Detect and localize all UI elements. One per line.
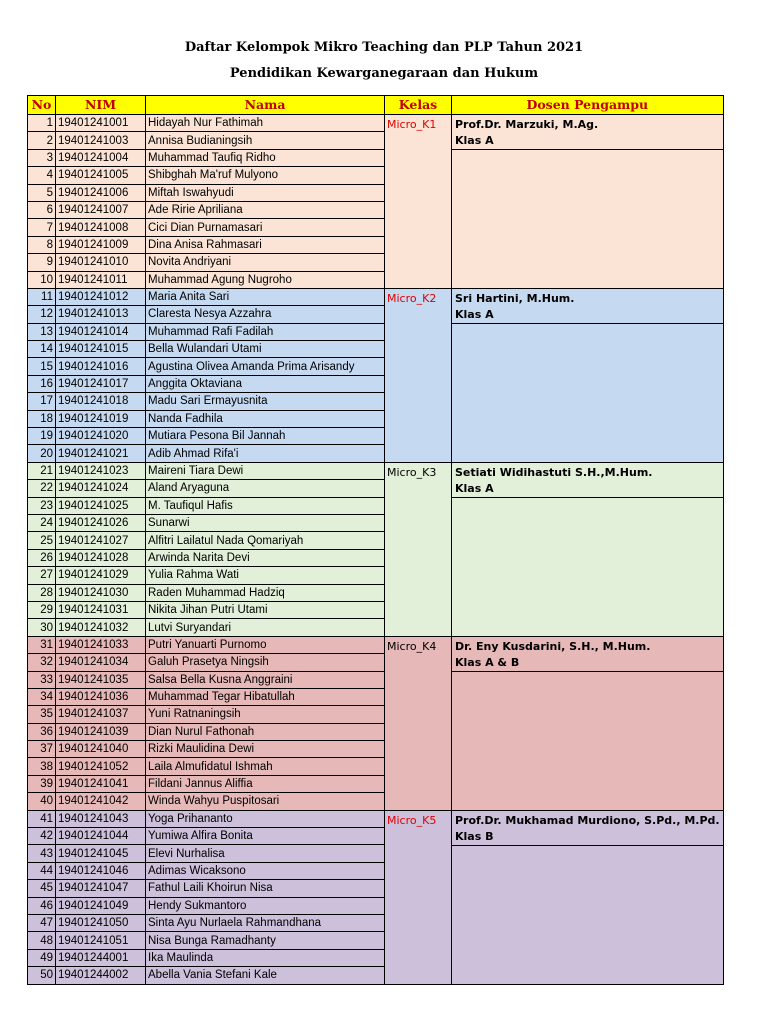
row-number: 15 bbox=[28, 358, 56, 375]
student-nim: 19401241010 bbox=[56, 254, 146, 271]
row-number: 48 bbox=[28, 932, 56, 949]
student-nim: 19401241005 bbox=[56, 167, 146, 184]
student-nim: 19401241013 bbox=[56, 306, 146, 323]
row-number: 8 bbox=[28, 236, 56, 253]
group-lecturer-cell bbox=[452, 115, 724, 289]
student-nim: 19401241021 bbox=[56, 445, 146, 462]
row-number: 16 bbox=[28, 375, 56, 392]
row-number: 50 bbox=[28, 967, 56, 984]
student-nim: 19401241036 bbox=[56, 688, 146, 705]
student-nim: 19401241024 bbox=[56, 480, 146, 497]
row-number: 33 bbox=[28, 671, 56, 688]
table-row bbox=[28, 462, 724, 479]
student-nim: 19401241007 bbox=[56, 201, 146, 218]
student-nim: 19401241003 bbox=[56, 132, 146, 149]
student-name: Yuni Ratnaningsih bbox=[146, 706, 385, 723]
student-name: Anggita Oktaviana bbox=[146, 375, 385, 392]
student-name: Hendy Sukmantoro bbox=[146, 897, 385, 914]
student-nim: 19401241029 bbox=[56, 567, 146, 584]
student-nim: 19401241004 bbox=[56, 149, 146, 166]
column-header-nim: NIM bbox=[56, 96, 146, 115]
student-nim: 19401241041 bbox=[56, 775, 146, 792]
student-name: Raden Muhammad Hadziq bbox=[146, 584, 385, 601]
student-name: Maireni Tiara Dewi bbox=[146, 462, 385, 479]
row-number: 10 bbox=[28, 271, 56, 288]
student-nim: 19401241025 bbox=[56, 497, 146, 514]
student-nim: 19401241051 bbox=[56, 932, 146, 949]
row-number: 26 bbox=[28, 549, 56, 566]
row-number: 12 bbox=[28, 306, 56, 323]
student-name: Muhammad Tegar Hibatullah bbox=[146, 688, 385, 705]
student-nim: 19401241028 bbox=[56, 549, 146, 566]
student-nim: 19401241019 bbox=[56, 410, 146, 427]
row-number: 5 bbox=[28, 184, 56, 201]
lecturer-name: Prof.Dr. Mukhamad Murdiono, S.Pd., M.Pd. bbox=[455, 813, 720, 827]
student-name: Adib Ahmad Rifa'i bbox=[146, 445, 385, 462]
group-lecturer-cell bbox=[452, 810, 724, 984]
student-nim: 19401241012 bbox=[56, 288, 146, 305]
student-name: Sunarwi bbox=[146, 514, 385, 531]
group-lecturer-cell bbox=[452, 636, 724, 810]
student-nim: 19401241037 bbox=[56, 706, 146, 723]
student-name: Laila Almufidatul Ishmah bbox=[146, 758, 385, 775]
student-group-table bbox=[27, 95, 724, 985]
student-nim: 19401241014 bbox=[56, 323, 146, 340]
student-nim: 19401241052 bbox=[56, 758, 146, 775]
group-class-cell: Micro_K1 bbox=[385, 115, 452, 289]
student-name: Yumiwa Alfira Bonita bbox=[146, 828, 385, 845]
student-name: Nikita Jihan Putri Utami bbox=[146, 601, 385, 618]
student-name: Madu Sari Ermayusnita bbox=[146, 393, 385, 410]
student-name: Mutiara Pesona Bil Jannah bbox=[146, 428, 385, 445]
student-name: Muhammad Rafi Fadilah bbox=[146, 323, 385, 340]
row-number: 4 bbox=[28, 167, 56, 184]
student-nim: 19401241026 bbox=[56, 514, 146, 531]
column-header-kelas: Kelas bbox=[385, 96, 452, 115]
row-number: 41 bbox=[28, 810, 56, 827]
student-nim: 19401241049 bbox=[56, 897, 146, 914]
student-nim: 19401241044 bbox=[56, 828, 146, 845]
row-number: 29 bbox=[28, 601, 56, 618]
student-nim: 19401241008 bbox=[56, 219, 146, 236]
student-name: Adimas Wicaksono bbox=[146, 862, 385, 879]
student-name: Bella Wulandari Utami bbox=[146, 341, 385, 358]
student-name: Lutvi Suryandari bbox=[146, 619, 385, 636]
row-number: 47 bbox=[28, 914, 56, 931]
student-name: Alfitri Lailatul Nada Qomariyah bbox=[146, 532, 385, 549]
column-header-nama: Nama bbox=[146, 96, 385, 115]
student-nim: 19401241020 bbox=[56, 428, 146, 445]
row-number: 7 bbox=[28, 219, 56, 236]
student-nim: 19401241039 bbox=[56, 723, 146, 740]
row-number: 35 bbox=[28, 706, 56, 723]
student-nim: 19401241043 bbox=[56, 810, 146, 827]
document-title: Daftar Kelompok Mikro Teaching dan PLP Tahun 2021 bbox=[184, 40, 584, 55]
table-row bbox=[28, 636, 724, 653]
student-name: Arwinda Narita Devi bbox=[146, 549, 385, 566]
student-name: Nisa Bunga Ramadhanty bbox=[146, 932, 385, 949]
student-nim: 19401241045 bbox=[56, 845, 146, 862]
row-number: 19 bbox=[28, 428, 56, 445]
table-row bbox=[28, 115, 724, 132]
student-name: Muhammad Agung Nugroho bbox=[146, 271, 385, 288]
student-nim: 19401241001 bbox=[56, 115, 146, 132]
row-number: 18 bbox=[28, 410, 56, 427]
student-nim: 19401241030 bbox=[56, 584, 146, 601]
row-number: 46 bbox=[28, 897, 56, 914]
row-number: 43 bbox=[28, 845, 56, 862]
row-number: 30 bbox=[28, 619, 56, 636]
row-number: 42 bbox=[28, 828, 56, 845]
student-nim: 19401241018 bbox=[56, 393, 146, 410]
student-name: Yulia Rahma Wati bbox=[146, 567, 385, 584]
table-header-row bbox=[28, 96, 724, 115]
student-nim: 19401241009 bbox=[56, 236, 146, 253]
student-name: Shibghah Ma'ruf Mulyono bbox=[146, 167, 385, 184]
row-number: 49 bbox=[28, 949, 56, 966]
student-nim: 19401241031 bbox=[56, 601, 146, 618]
row-number: 6 bbox=[28, 201, 56, 218]
student-nim: 19401241034 bbox=[56, 654, 146, 671]
student-name: Dina Anisa Rahmasari bbox=[146, 236, 385, 253]
student-name: Claresta Nesya Azzahra bbox=[146, 306, 385, 323]
row-number: 13 bbox=[28, 323, 56, 340]
row-number: 2 bbox=[28, 132, 56, 149]
row-number: 25 bbox=[28, 532, 56, 549]
row-number: 28 bbox=[28, 584, 56, 601]
table-body bbox=[28, 115, 724, 985]
student-nim: 19401241006 bbox=[56, 184, 146, 201]
group-class-cell: Micro_K3 bbox=[385, 462, 452, 636]
student-nim: 19401241023 bbox=[56, 462, 146, 479]
student-name: Miftah Iswahyudi bbox=[146, 184, 385, 201]
document-subtitle: Pendidikan Kewarganegaraan dan Hukum bbox=[229, 66, 539, 81]
group-class-cell: Micro_K2 bbox=[385, 288, 452, 462]
student-nim: 19401241016 bbox=[56, 358, 146, 375]
student-name: Salsa Bella Kusna Anggraini bbox=[146, 671, 385, 688]
student-name: Aland Aryaguna bbox=[146, 480, 385, 497]
student-name: Yoga Prihananto bbox=[146, 810, 385, 827]
student-nim: 19401241035 bbox=[56, 671, 146, 688]
student-nim: 19401241027 bbox=[56, 532, 146, 549]
student-nim: 19401241050 bbox=[56, 914, 146, 931]
student-nim: 19401241017 bbox=[56, 375, 146, 392]
student-name: Sinta Ayu Nurlaela Rahmandhana bbox=[146, 914, 385, 931]
row-number: 39 bbox=[28, 775, 56, 792]
column-header-no: No bbox=[28, 96, 56, 115]
lecturer-class-label: Klas B bbox=[452, 829, 723, 846]
row-number: 1 bbox=[28, 115, 56, 132]
lecturer-class-label: Klas A & B bbox=[452, 655, 723, 672]
row-number: 23 bbox=[28, 497, 56, 514]
row-number: 14 bbox=[28, 341, 56, 358]
row-number: 45 bbox=[28, 880, 56, 897]
student-name: Dian Nurul Fathonah bbox=[146, 723, 385, 740]
row-number: 38 bbox=[28, 758, 56, 775]
row-number: 11 bbox=[28, 288, 56, 305]
student-name: Fildani Jannus Aliffia bbox=[146, 775, 385, 792]
student-name: M. Taufiqul Hafis bbox=[146, 497, 385, 514]
student-nim: 19401241042 bbox=[56, 793, 146, 810]
row-number: 40 bbox=[28, 793, 56, 810]
group-lecturer-cell bbox=[452, 462, 724, 636]
student-name: Nanda Fadhila bbox=[146, 410, 385, 427]
row-number: 44 bbox=[28, 862, 56, 879]
student-name: Galuh Prasetya Ningsih bbox=[146, 654, 385, 671]
student-nim: 19401241015 bbox=[56, 341, 146, 358]
lecturer-class-label: Klas A bbox=[452, 133, 723, 150]
student-name: Fathul Laili Khoirun Nisa bbox=[146, 880, 385, 897]
student-name: Elevi Nurhalisa bbox=[146, 845, 385, 862]
lecturer-name: Setiati Widihastuti S.H.,M.Hum. bbox=[455, 465, 653, 479]
student-nim: 19401241033 bbox=[56, 636, 146, 653]
row-number: 9 bbox=[28, 254, 56, 271]
lecturer-name: Dr. Eny Kusdarini, S.H., M.Hum. bbox=[455, 639, 651, 653]
row-number: 17 bbox=[28, 393, 56, 410]
student-name: Agustina Olivea Amanda Prima Arisandy bbox=[146, 358, 385, 375]
row-number: 34 bbox=[28, 688, 56, 705]
row-number: 37 bbox=[28, 741, 56, 758]
student-name: Maria Anita Sari bbox=[146, 288, 385, 305]
student-nim: 19401241040 bbox=[56, 741, 146, 758]
student-nim: 19401244001 bbox=[56, 949, 146, 966]
student-name: Abella Vania Stefani Kale bbox=[146, 967, 385, 984]
lecturer-name: Sri Hartini, M.Hum. bbox=[455, 291, 575, 305]
group-lecturer-cell bbox=[452, 288, 724, 462]
row-number: 31 bbox=[28, 636, 56, 653]
row-number: 20 bbox=[28, 445, 56, 462]
student-name: Ika Maulinda bbox=[146, 949, 385, 966]
column-header-dosen: Dosen Pengampu bbox=[452, 96, 724, 115]
lecturer-class-label: Klas A bbox=[452, 307, 723, 324]
student-name: Muhammad Taufiq Ridho bbox=[146, 149, 385, 166]
student-name: Hidayah Nur Fathimah bbox=[146, 115, 385, 132]
lecturer-name: Prof.Dr. Marzuki, M.Ag. bbox=[455, 118, 599, 131]
row-number: 36 bbox=[28, 723, 56, 740]
lecturer-class-label: Klas A bbox=[452, 481, 723, 498]
row-number: 24 bbox=[28, 514, 56, 531]
row-number: 3 bbox=[28, 149, 56, 166]
student-name: Novita Andriyani bbox=[146, 254, 385, 271]
table-row bbox=[28, 288, 724, 305]
row-number: 22 bbox=[28, 480, 56, 497]
student-nim: 19401241011 bbox=[56, 271, 146, 288]
student-name: Rizki Maulidina Dewi bbox=[146, 741, 385, 758]
row-number: 32 bbox=[28, 654, 56, 671]
student-nim: 19401241032 bbox=[56, 619, 146, 636]
student-name: Winda Wahyu Puspitosari bbox=[146, 793, 385, 810]
student-nim: 19401244002 bbox=[56, 967, 146, 984]
student-nim: 19401241046 bbox=[56, 862, 146, 879]
group-class-cell: Micro_K4 bbox=[385, 636, 452, 810]
group-class-cell: Micro_K5 bbox=[385, 810, 452, 984]
student-name: Cici Dian Purnamasari bbox=[146, 219, 385, 236]
student-nim: 19401241047 bbox=[56, 880, 146, 897]
table-row bbox=[28, 810, 724, 827]
student-name: Ade Ririe Apriliana bbox=[146, 201, 385, 218]
student-name: Annisa Budianingsih bbox=[146, 132, 385, 149]
row-number: 21 bbox=[28, 462, 56, 479]
student-name: Putri Yanuarti Purnomo bbox=[146, 636, 385, 653]
row-number: 27 bbox=[28, 567, 56, 584]
